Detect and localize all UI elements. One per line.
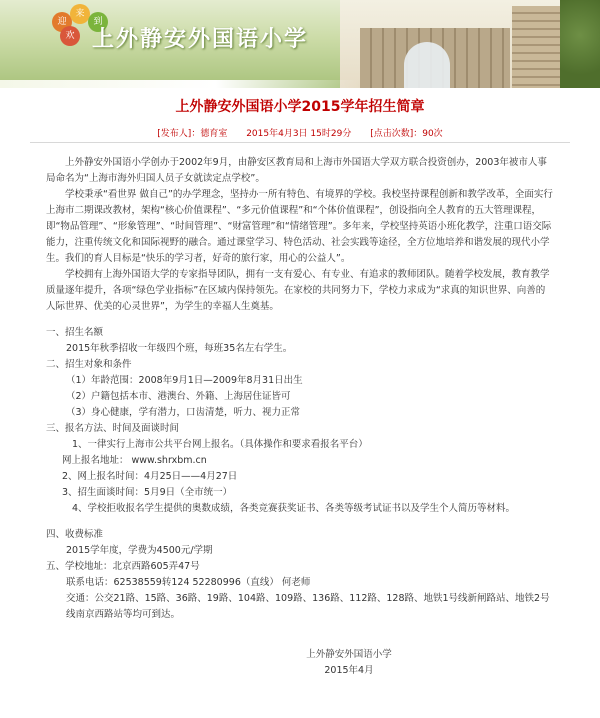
banner-ribbon xyxy=(0,80,360,88)
contact-phone: 联系电话：62538559转124 52280996（直线） 何老师 xyxy=(66,577,311,588)
banner-photo-fountain xyxy=(404,42,450,88)
site-title: 上外静安外国语小学 xyxy=(92,27,309,52)
traffic-info: 交通：公交21路、15路、36路、19路、104路、109路、136路、112路、128路、地铁1号线新闸路站、地铁2号线南京西路站等均可到达。 xyxy=(66,593,550,620)
signature-block xyxy=(46,647,554,679)
meta-publisher: [发布人]：德育室 xyxy=(157,129,228,139)
list-item: 3、招生面谈时间：5月9日（全市统一） xyxy=(62,487,233,498)
section-heading: 一、招生名额 xyxy=(46,327,104,338)
registration-url: 网上报名地址： www.shrxbm.cn xyxy=(62,455,207,466)
signature-org: 上外静安外国语小学 xyxy=(306,649,392,660)
section-quota xyxy=(46,325,554,357)
section-text: 2015学年度，学费为4500元/学期 xyxy=(66,545,213,556)
section-eligibility xyxy=(46,357,554,421)
list-item: （2）户籍包括本市、港澳台、外籍、上海居住证皆可 xyxy=(66,391,291,402)
section-heading: 二、招生对象和条件 xyxy=(46,359,132,370)
list-item: 2、网上报名时间：4月25日——4月27日 xyxy=(62,471,238,482)
meta-clicks: [点击次数]：90次 xyxy=(370,129,443,139)
signature-date: 2015年4月 xyxy=(324,665,374,676)
meta-date: 2015年4月3日 15时29分 xyxy=(246,129,352,139)
logo-letter-2: 来 xyxy=(70,4,90,24)
list-item: （1）年龄范围：2008年9月1日—2009年8月31日出生 xyxy=(66,375,303,386)
logo-letter-3: 到 xyxy=(88,12,108,32)
section-heading: 五、学校地址：北京西路605弄47号 xyxy=(46,561,200,572)
intro-paragraph-3: 学校拥有上海外国语大学的专家指导团队，拥有一支有爱心、有专业、有追求的教师团队。随着学校发展，教育教学质量逐年提升，各项“绿色学业指标”在区域内保持领先。在家校的共同努力下，学校力求成为“求真的知识世界、向善的人际世界、优美的心灵世界”，为学生的幸福人生奠基。 xyxy=(46,269,550,312)
article xyxy=(0,94,600,679)
list-item: 4、学校拒收报名学生提供的奥数成绩，各类竞赛获奖证书、各类等级考试证书以及学生个人简历等材料。 xyxy=(72,503,516,514)
logo-letter-4: 欢 xyxy=(60,26,80,46)
section-fees xyxy=(46,527,554,559)
header-banner xyxy=(0,0,600,88)
article-body xyxy=(0,143,600,679)
logo-letter-1: 迎 xyxy=(52,12,72,32)
article-meta xyxy=(30,126,570,143)
intro-paragraph-1: 上外静安外国语小学创办于2002年9月，由静安区教育局和上海市外国语大学双方联合投资创办，2003年被市人事局命名为“上海市海外归国人员子女就读定点学校”。 xyxy=(46,157,547,184)
section-address xyxy=(46,559,554,623)
section-registration xyxy=(46,421,554,517)
article-title: 上外静安外国语小学2015学年招生简章 xyxy=(175,99,425,115)
banner-photo-tree xyxy=(560,0,600,88)
section-heading: 三、报名方法、时间及面谈时间 xyxy=(46,423,180,434)
section-text: 2015年秋季招收一年级四个班，每班35名左右学生。 xyxy=(66,343,293,354)
intro-paragraph-2: 学校秉承“看世界 做自己”的办学理念，坚持办一所有特色、有境界的学校。我校坚持课程创新和教学改革，全面实行上海市二期课改教材，架构“核心价值课程”、“多元价值课程”和“个体价值课程”，创设指向全人教育的五大管理课程，即“物品管理”、“形象管理”、“时间管理”、“财富管理”和“情绪管理”。多年来，学校坚持英语小班化教学，注重口语交际能力，注重传统文化和国际视野的融合。通过课堂学习、特色活动、社会实践等途径，全方位地培养和谐发展的现代小学生。我们的育人目标是“快乐的学习者，好奇的旅行家，用心的公益人”。 xyxy=(46,189,553,264)
section-heading: 四、收费标准 xyxy=(46,529,104,540)
list-item: （3）身心健康，学有潜力，口齿清楚，听力、视力正常 xyxy=(66,407,301,418)
list-item: 1、一律实行上海市公共平台网上报名。（具体操作和要求看报名平台） xyxy=(72,439,368,450)
